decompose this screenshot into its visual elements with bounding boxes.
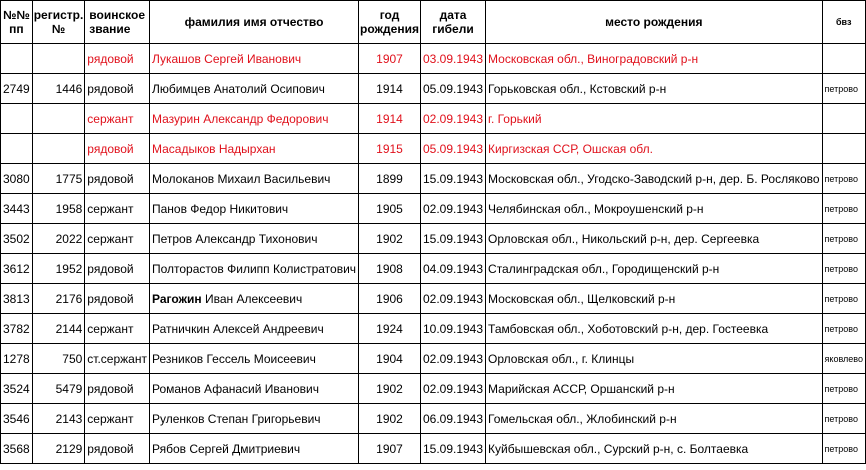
cell-burial: петрово [822, 284, 865, 314]
cell-burial: петрово [822, 434, 865, 464]
cell-name: Ратничкин Алексей Андреевич [149, 314, 358, 344]
cell-name: Мазурин Александр Федорович [149, 104, 358, 134]
cell-rank: ст.сержант [85, 344, 150, 374]
cell-num: 1278 [1, 344, 33, 374]
cell-year: 1902 [359, 224, 421, 254]
cell-reg: 2144 [32, 314, 85, 344]
cell-place: Марийская АССР, Оршанский р-н [486, 374, 823, 404]
cell-num: 3524 [1, 374, 33, 404]
cell-place: Сталинградская обл., Городищенский р-н [486, 254, 823, 284]
cell-burial [822, 134, 865, 164]
table-row [1, 434, 866, 464]
cell-date: 05.09.1943 [420, 134, 485, 164]
cell-rank: сержант [85, 194, 150, 224]
cell-date: 15.09.1943 [420, 434, 485, 464]
cell-num: 3080 [1, 164, 33, 194]
cell-year: 1924 [359, 314, 421, 344]
cell-rank: сержант [85, 104, 150, 134]
cell-reg: 2129 [32, 434, 85, 464]
cell-num [1, 134, 33, 164]
table-row [1, 284, 866, 314]
cell-place: Московская обл., Виноградовский р-н [486, 44, 823, 74]
cell-year: 1908 [359, 254, 421, 284]
cell-place: г. Горький [486, 104, 823, 134]
cell-place: Орловская обл., Никольский р-н, дер. Сергеевка [486, 224, 823, 254]
cell-burial: петрово [822, 164, 865, 194]
cell-rank: сержант [85, 314, 150, 344]
cell-date: 02.09.1943 [420, 374, 485, 404]
table-row [1, 374, 866, 404]
table-row [1, 344, 866, 374]
cell-date: 04.09.1943 [420, 254, 485, 284]
cell-year: 1902 [359, 404, 421, 434]
cell-place: Киргизская ССР, Ошская обл. [486, 134, 823, 164]
cell-name: Рябов Сергей Дмитриевич [149, 434, 358, 464]
table-row [1, 164, 866, 194]
cell-rank: рядовой [85, 374, 150, 404]
cell-name: Любимцев Анатолий Осипович [149, 74, 358, 104]
cell-name: Панов Федор Никитович [149, 194, 358, 224]
cell-rank: рядовой [85, 164, 150, 194]
cell-place: Гомельская обл., Жлобинский р-н [486, 404, 823, 434]
cell-num: 3443 [1, 194, 33, 224]
cell-reg: 2176 [32, 284, 85, 314]
cell-name: Руленков Степан Григорьевич [149, 404, 358, 434]
table-row [1, 134, 866, 164]
cell-rank: рядовой [85, 74, 150, 104]
cell-place: Горьковская обл., Кстовский р-н [486, 74, 823, 104]
cell-burial: петрово [822, 314, 865, 344]
cell-place: Московская обл., Щелковский р-н [486, 284, 823, 314]
cell-name [149, 284, 358, 314]
col-header-year: год рождения [359, 1, 421, 44]
cell-reg: 1952 [32, 254, 85, 284]
cell-reg: 1775 [32, 164, 85, 194]
cell-year: 1899 [359, 164, 421, 194]
cell-date: 02.09.1943 [420, 194, 485, 224]
cell-burial: петрово [822, 194, 865, 224]
cell-num: 3546 [1, 404, 33, 434]
header-row [1, 1, 866, 44]
table-row [1, 254, 866, 284]
cell-reg: 750 [32, 344, 85, 374]
cell-name: Масадыков Надырхан [149, 134, 358, 164]
cell-burial: петрово [822, 404, 865, 434]
cell-year: 1902 [359, 374, 421, 404]
cell-reg: 5479 [32, 374, 85, 404]
cell-place: Московская обл., Угодско-Заводский р-н, дер. Б. Росляково [486, 164, 823, 194]
table-row [1, 104, 866, 134]
cell-num: 3813 [1, 284, 33, 314]
cell-rank: рядовой [85, 284, 150, 314]
cell-reg: 2143 [32, 404, 85, 434]
cell-year: 1914 [359, 74, 421, 104]
cell-burial: яковлево [822, 344, 865, 374]
cell-name: Молоканов Михаил Васильевич [149, 164, 358, 194]
cell-num: 3502 [1, 224, 33, 254]
cell-rank: рядовой [85, 254, 150, 284]
table-row [1, 74, 866, 104]
surname-bold: Рагожин [151, 291, 202, 306]
cell-num [1, 104, 33, 134]
cell-burial [822, 104, 865, 134]
cell-rank: рядовой [85, 134, 150, 164]
cell-burial: петрово [822, 254, 865, 284]
cell-place: Куйбышевская обл., Сурский р-н, с. Болтаевка [486, 434, 823, 464]
cell-date: 10.09.1943 [420, 314, 485, 344]
cell-date: 03.09.1943 [420, 44, 485, 74]
table-row [1, 404, 866, 434]
cell-year: 1914 [359, 104, 421, 134]
cell-num: 2749 [1, 74, 33, 104]
col-header-place: место рождения [486, 1, 823, 44]
cell-year: 1907 [359, 44, 421, 74]
cell-year: 1906 [359, 284, 421, 314]
given-names: Иван Алексеевич [201, 291, 303, 306]
cell-year: 1907 [359, 434, 421, 464]
cell-year: 1915 [359, 134, 421, 164]
cell-burial: петрово [822, 224, 865, 254]
cell-num [1, 44, 33, 74]
cell-reg: 1958 [32, 194, 85, 224]
col-header-date: дата гибели [420, 1, 485, 44]
cell-date: 02.09.1943 [420, 284, 485, 314]
cell-year: 1905 [359, 194, 421, 224]
col-header-num: №№ пп [1, 1, 33, 44]
cell-place: Челябинская обл., Мокроушенский р-н [486, 194, 823, 224]
table-body [1, 44, 866, 464]
cell-reg: 1446 [32, 74, 85, 104]
table-row [1, 224, 866, 254]
cell-place: Тамбовская обл., Хоботовский р-н, дер. Гостеевка [486, 314, 823, 344]
cell-rank: рядовой [85, 44, 150, 74]
cell-date: 05.09.1943 [420, 74, 485, 104]
cell-num: 3568 [1, 434, 33, 464]
col-header-rank: воинское звание [85, 1, 150, 44]
table-row [1, 314, 866, 344]
cell-rank: сержант [85, 224, 150, 254]
table-row [1, 44, 866, 74]
cell-date: 15.09.1943 [420, 224, 485, 254]
cell-burial [822, 44, 865, 74]
cell-num: 3612 [1, 254, 33, 284]
cell-rank: рядовой [85, 434, 150, 464]
cell-reg [32, 44, 85, 74]
col-header-burial: бвз [822, 1, 865, 44]
table-row [1, 194, 866, 224]
cell-name: Романов Афанасий Иванович [149, 374, 358, 404]
col-header-reg: регистр. № [32, 1, 85, 44]
cell-burial: петрово [822, 374, 865, 404]
cell-date: 02.09.1943 [420, 104, 485, 134]
cell-name: Полторастов Филипп Колистратович [149, 254, 358, 284]
cell-date: 02.09.1943 [420, 344, 485, 374]
cell-place: Орловская обл., г. Клинцы [486, 344, 823, 374]
cell-date: 15.09.1943 [420, 164, 485, 194]
cell-reg [32, 134, 85, 164]
cell-reg [32, 104, 85, 134]
cell-rank: сержант [85, 404, 150, 434]
cell-name: Петров Александр Тихонович [149, 224, 358, 254]
cell-year: 1904 [359, 344, 421, 374]
cell-num: 3782 [1, 314, 33, 344]
col-header-name: фамилия имя отчество [149, 1, 358, 44]
cell-name: Лукашов Сергей Иванович [149, 44, 358, 74]
cell-reg: 2022 [32, 224, 85, 254]
cell-name: Резников Гессель Моисеевич [149, 344, 358, 374]
cell-burial: петрово [822, 74, 865, 104]
cell-date: 06.09.1943 [420, 404, 485, 434]
